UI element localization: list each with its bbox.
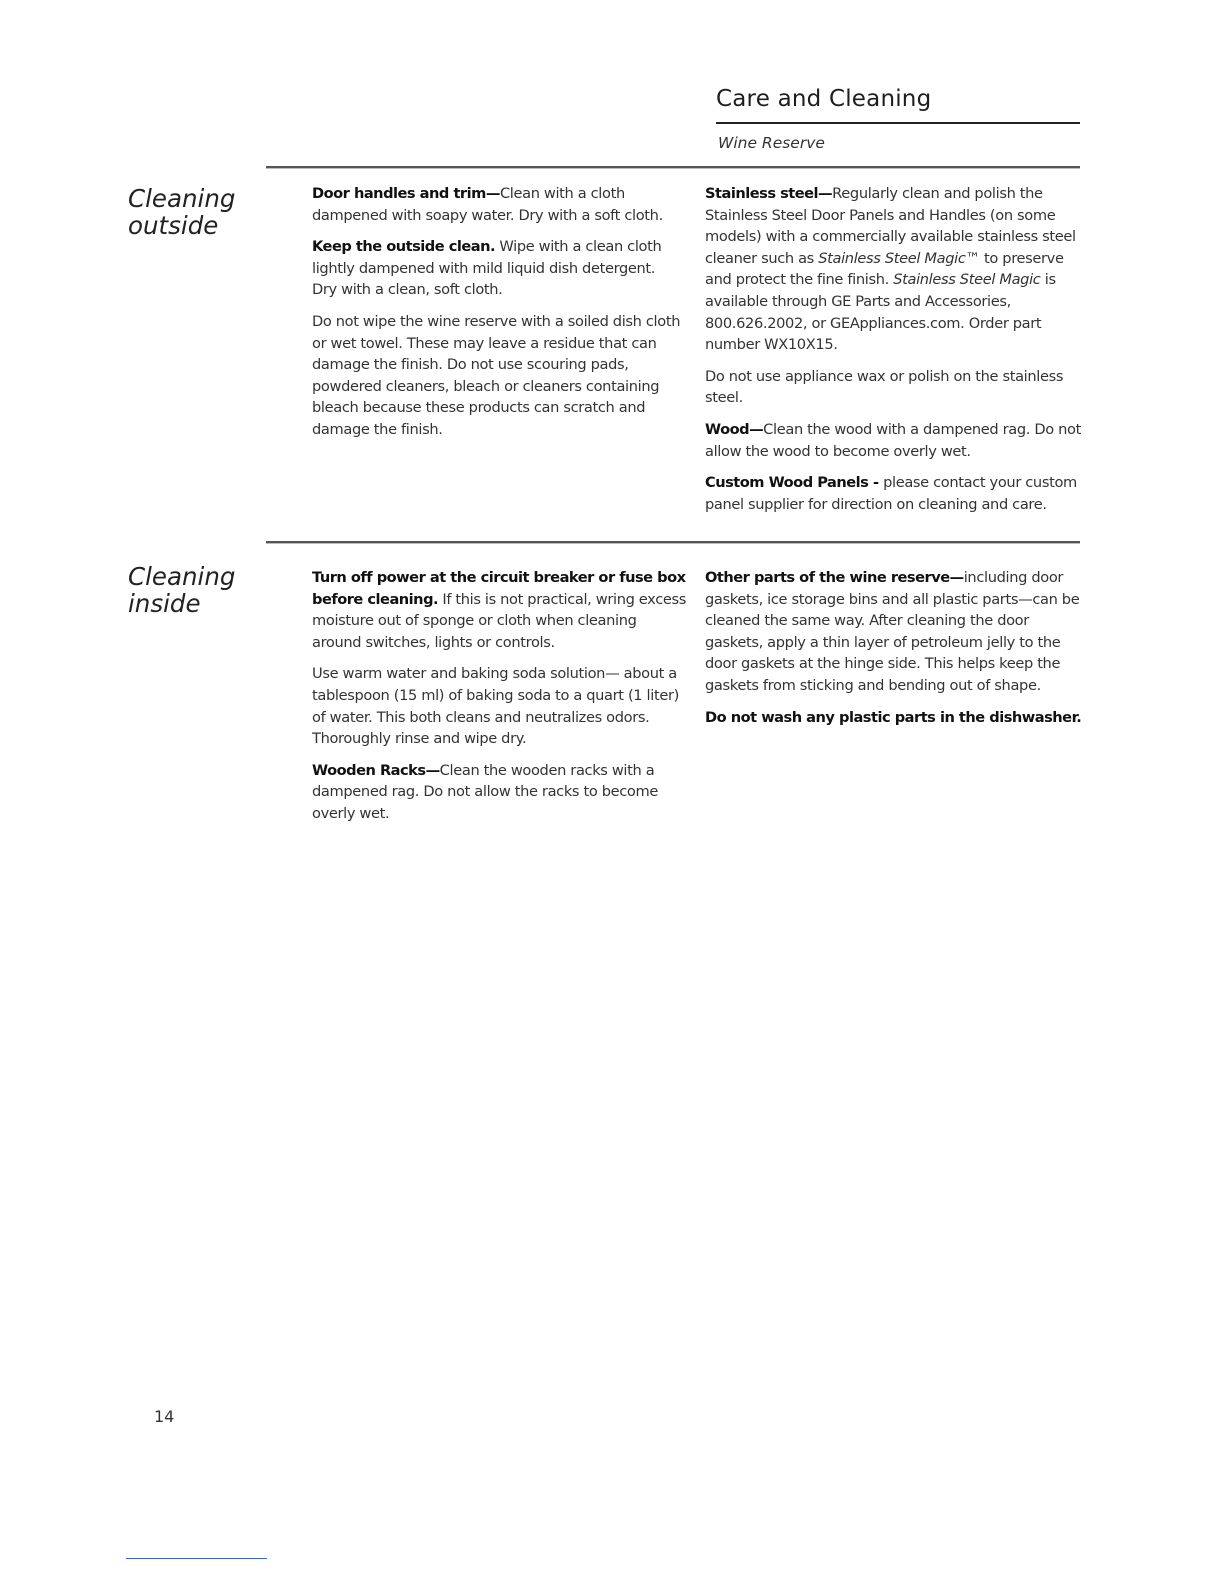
- header-rule: [716, 122, 1080, 124]
- section-heading-cleaning-inside: Cleaning inside: [128, 562, 236, 618]
- paragraph: Door handles and trim—Clean with a cloth dampened with soapy water. Dry with a soft cloth.: [312, 185, 663, 224]
- paragraph: Keep the outside clean. Wipe with a clean cloth lightly dampened with mild liquid dish detergent. Dry with a clean, soft cloth.: [312, 238, 662, 299]
- footer-line: [126, 1558, 267, 1559]
- paragraph: Wood—Clean the wood with a dampened rag. Do not allow the wood to become overly wet.: [705, 420, 1081, 460]
- paragraph: Do not wipe the wine reserve with a soiled dish cloth or wet towel. These may leave a residue that can damage the finish. Do not use scouring pads, powdered cleaners, bleach or cleaners containing bleach because these products can scratch and damage the finish.: [312, 312, 681, 438]
- page-number: 14: [154, 1407, 175, 1426]
- cleaning-inside-left-column: [312, 567, 688, 835]
- paragraph: Wooden Racks—Clean the wooden racks with a dampened rag. Do not allow the racks to become overly wet.: [312, 761, 659, 822]
- paragraph: Do not wash any plastic parts in the dishwasher.: [705, 708, 1082, 726]
- section-divider: [266, 541, 1080, 544]
- page-title: Care and Cleaning: [716, 86, 932, 112]
- section-heading-cleaning-outside: Cleaning outside: [128, 184, 236, 240]
- paragraph: Turn off power at the circuit breaker or fuse box before cleaning. If this is not practical, wring excess moisture out of sponge or cloth when cleaning around switches, lights or controls.: [312, 569, 687, 651]
- cleaning-outside-right-column: [705, 183, 1083, 525]
- paragraph: Use warm water and baking soda solution— about a tablespoon (15 ml) of baking soda to a quart (1 liter) of water. This both cleans and neutralizes odors. Thoroughly rinse and wipe dry.: [312, 665, 679, 748]
- paragraph: Do not use appliance wax or polish on the stainless steel.: [705, 367, 1064, 407]
- cleaning-inside-right-column: [705, 567, 1083, 738]
- paragraph: Stainless steel—Regularly clean and polish the Stainless Steel Door Panels and Handles (on some models) with a commercially available stainless steel cleaner such as Stainless Steel Magic™ to preserve and protect the fine finish. Stainless Steel Magic is available through GE Parts and Accessories, 800.626.2002, or GEAppliances.com. Order part number WX10X15.: [705, 185, 1076, 354]
- cleaning-outside-left-column: [312, 183, 684, 451]
- page-subtitle: Wine Reserve: [718, 134, 825, 152]
- paragraph: Custom Wood Panels - please contact your custom panel supplier for direction on cleaning and care.: [705, 474, 1077, 513]
- section-divider: [266, 166, 1080, 169]
- paragraph: Other parts of the wine reserve—including door gaskets, ice storage bins and all plastic parts—can be cleaned the same way. After cleaning the door gaskets, apply a thin layer of petroleum jelly to the door gaskets at the hinge side. This helps keep the gaskets from sticking and bending out of shape.: [705, 569, 1080, 694]
